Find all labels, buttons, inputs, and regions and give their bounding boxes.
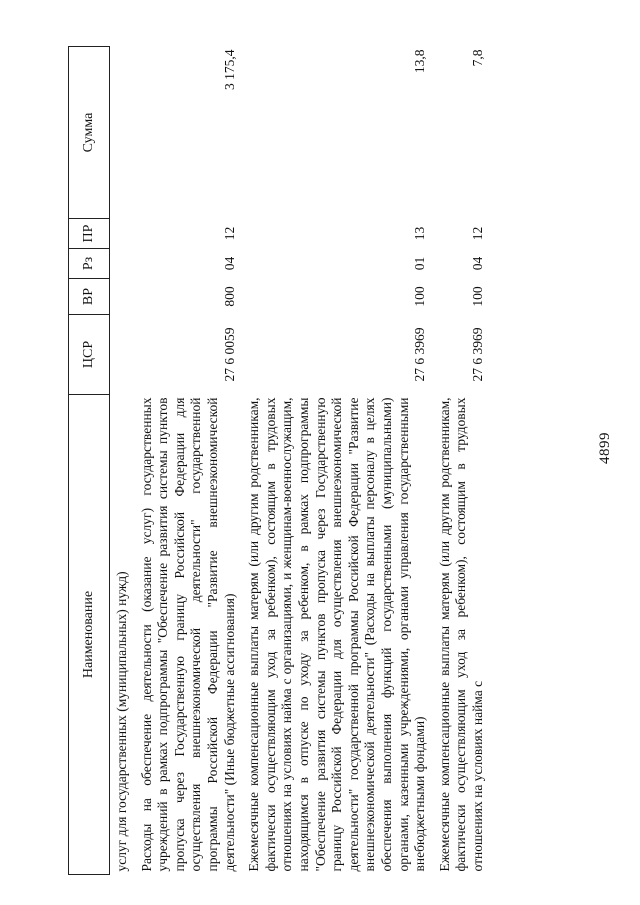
header-vr: ВР bbox=[69, 279, 110, 315]
row-sum: 7,8 bbox=[469, 49, 485, 67]
header-sum: Сумма bbox=[69, 47, 110, 219]
row-csr: 27 6 3969 bbox=[469, 327, 485, 382]
header-name: Наименование bbox=[69, 395, 110, 875]
row-pr: 12 bbox=[221, 226, 237, 241]
header-csr: ЦСР bbox=[69, 315, 110, 395]
row-name: Ежемесячные компенсационные выплаты матерям (или другим родственникам, фактически осуществляющим уход за ребенком), состоящим в трудовых отношениях на условиях найма с организациями, и женщинам-военнослужащим, находящимся в отпуске по уходу за ребенком, в рамках подпрограммы "Обеспечение развития системы пунктов пропуска через Государственную границу Российской Федерации для осуществления внешнеэкономической деятельности" государственной программы Российской Федерации "Развитие внешнеэкономической деятельности" (Расходы на выплаты персоналу в целях обеспечения выполнения функций государственными (муниципальными) органами, казенными учреждениями, органами управления государственными внебюджетными фондами) bbox=[246, 397, 428, 872]
section-row bbox=[110, 47, 133, 875]
row-name: Ежемесячные компенсационные выплаты матерям (или другим родственникам, фактически осуществляющим уход за ребенком), состоящим в трудовых отношениях на условиях найма с bbox=[436, 397, 485, 872]
row-pr: 12 bbox=[469, 226, 485, 241]
row-csr: 27 6 0059 bbox=[221, 327, 237, 382]
row-rz: 04 bbox=[221, 256, 237, 271]
row-rz: 04 bbox=[469, 256, 485, 271]
row-rz: 01 bbox=[412, 256, 428, 271]
row-vr: 100 bbox=[412, 286, 428, 307]
page-number: 4899 bbox=[597, 432, 613, 464]
table-row bbox=[431, 47, 489, 875]
row-sum: 3 175,4 bbox=[221, 49, 237, 90]
row-vr: 800 bbox=[221, 286, 237, 307]
row-vr: 100 bbox=[469, 286, 485, 307]
row-csr: 27 6 3969 bbox=[412, 327, 428, 382]
table-row bbox=[133, 47, 241, 875]
header-rz: Рз bbox=[69, 249, 110, 279]
row-name: Расходы на обеспечение деятельности (оказание услуг) государственных учреждений в рамках подпрограммы "Обеспечение развития системы пунктов пропуска через Государственную границу Российской Федерации для осуществления внешнеэкономической деятельности" государственной программы Российской Федерации "Развитие внешнеэкономической деятельности" (Иные бюджетные ассигнования) bbox=[138, 397, 237, 872]
budget-table bbox=[68, 46, 488, 875]
table-header-row bbox=[69, 47, 110, 875]
header-pr: ПР bbox=[69, 219, 110, 249]
row-pr: 13 bbox=[412, 226, 428, 241]
row-sum: 13,8 bbox=[412, 49, 428, 74]
section-title: услуг для государственных (муниципальных) нужд) bbox=[114, 571, 129, 872]
table-row bbox=[240, 47, 431, 875]
